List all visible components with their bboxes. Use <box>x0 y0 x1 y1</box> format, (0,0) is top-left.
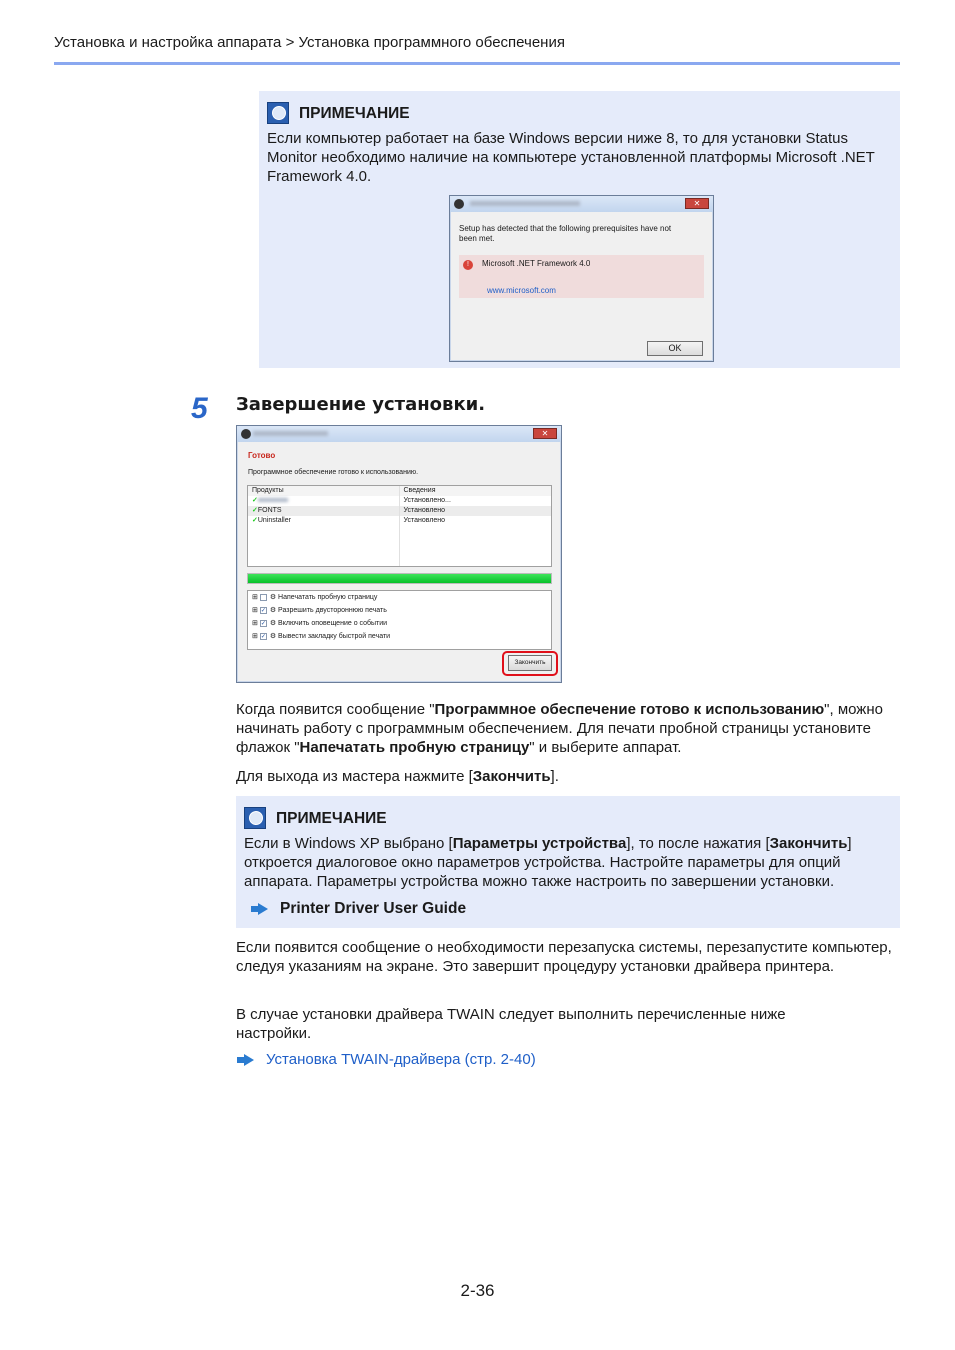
finish-button[interactable]: Закончить <box>508 655 552 671</box>
row-product: FONTS <box>257 507 282 514</box>
option-checkbox[interactable]: ✓ <box>260 607 266 614</box>
row-info: Установлено <box>403 517 446 524</box>
option-checkbox[interactable]: ✓ <box>260 620 266 627</box>
table-row: ✓FONTS Установлено <box>248 506 551 516</box>
row-info: Установлено <box>403 507 446 514</box>
option-item[interactable]: ⊞ ⚙ Напечатать пробную страницу <box>252 594 378 601</box>
app-icon <box>241 429 251 439</box>
twain-link[interactable]: Установка TWAIN-драйвера (стр. 2-40) <box>266 1051 536 1068</box>
dialog-message: Setup has detected that the following prerequisites have not been met. <box>459 224 672 243</box>
options-list <box>247 590 552 650</box>
bold-text: Напечатать пробную страницу <box>299 739 530 756</box>
ok-button[interactable]: OK <box>647 341 703 356</box>
header-divider <box>54 62 900 65</box>
text: ] откроется диалоговое окно параметров устройства. Настройте параметры для опций аппарата. Параметры устройства можно также настроить по завершении установки. <box>244 835 852 890</box>
status-message: Программное обеспечение готово к использованию. <box>248 469 419 476</box>
microsoft-link[interactable]: www.microsoft.com <box>487 286 556 295</box>
close-button[interactable]: ✕ <box>533 428 557 439</box>
text: " и выберите аппарат. <box>529 739 682 756</box>
paragraph-twain: В случае установки драйвера TWAIN следует выполнить перечисленные ниже настройки. <box>236 1006 786 1042</box>
text: Когда появится сообщение " <box>236 701 435 718</box>
text: Для выхода из мастера нажмите [ <box>236 768 473 785</box>
bold-text: Параметры устройства <box>452 835 627 852</box>
row-info: Установлено... <box>403 497 451 504</box>
note-title-text: ПРИМЕЧАНИЕ <box>299 104 410 122</box>
products-table <box>247 485 552 567</box>
prereq-item: Microsoft .NET Framework 4.0 <box>482 259 591 268</box>
progress-bar <box>247 573 552 584</box>
row-product: Uninstaller <box>257 517 291 524</box>
error-icon: ! <box>463 260 473 270</box>
page-number: 2-36 <box>460 1281 495 1300</box>
paragraph-restart: Если появится сообщение о необходимости перезапуска системы, перезапустите компьютер, следуя указаниям на экране. Это завершит процедуру установки драйвера принтера. <box>236 939 892 975</box>
option-label: Вывести закладку быстрой печати <box>278 633 391 640</box>
breadcrumb: Установка и настройка аппарата > Установка программного обеспечения <box>54 34 565 51</box>
note-text: Если компьютер работает на базе Windows версии ниже 8, то для установки Status Monitor необходимо наличие на компьютере установленной платформы Microsoft .NET Framework 4.0. <box>267 130 875 185</box>
column-header-details: Сведения <box>403 487 436 494</box>
text: ]. <box>550 768 559 785</box>
note-icon <box>267 102 289 124</box>
prereq-panel <box>459 255 704 298</box>
paragraph-exit <box>236 767 559 786</box>
arrow-right-icon <box>258 903 268 915</box>
bold-text: Программное обеспечение готово к использованию <box>434 701 825 718</box>
prereq-dialog <box>449 195 714 362</box>
option-item[interactable]: ⊞ ✓ ⚙ Включить оповещение о событии <box>252 620 388 627</box>
app-icon <box>454 199 464 209</box>
note-title <box>244 807 892 829</box>
note-title-text: ПРИМЕЧАНИЕ <box>276 809 387 827</box>
installer-window <box>236 425 562 683</box>
table-row: ✓ Установлено... <box>248 496 551 506</box>
status-heading: Готово <box>248 451 276 460</box>
text: ], то после нажатия [ <box>626 835 770 852</box>
step-title: Завершение установки. <box>236 394 486 415</box>
option-label: Разрешить двустороннюю печать <box>278 607 387 614</box>
text: Если в Windows XP выбрано [ <box>244 835 453 852</box>
step-number: 5 <box>191 392 208 425</box>
bold-text: Закончить <box>472 768 551 785</box>
table-row: ✓Uninstaller Установлено <box>248 516 551 526</box>
option-label: Включить оповещение о событии <box>278 620 388 627</box>
text: ", можно начинать работу с программным обеспечением. Для печати пробной страницы установите флажок " <box>236 701 883 756</box>
option-item[interactable]: ⊞ ✓ ⚙ Вывести закладку быстрой печати <box>252 633 391 640</box>
option-label: Напечатать пробную страницу <box>278 594 378 601</box>
note-text <box>244 834 894 891</box>
note-icon <box>244 807 266 829</box>
option-checkbox[interactable] <box>260 594 267 601</box>
note-box-2 <box>236 796 900 928</box>
progress-fill <box>248 574 551 583</box>
note-title <box>267 102 892 124</box>
bold-text: Закончить <box>769 835 848 852</box>
column-header-products: Продукты <box>252 487 284 494</box>
paragraph-ready <box>236 700 896 757</box>
option-checkbox[interactable]: ✓ <box>260 633 266 640</box>
note-box-1 <box>259 91 900 368</box>
option-item[interactable]: ⊞ ✓ ⚙ Разрешить двустороннюю печать <box>252 607 387 614</box>
reference-guide: Printer Driver User Guide <box>280 900 467 917</box>
arrow-right-icon <box>244 1054 254 1066</box>
close-button[interactable]: ✕ <box>685 198 709 209</box>
